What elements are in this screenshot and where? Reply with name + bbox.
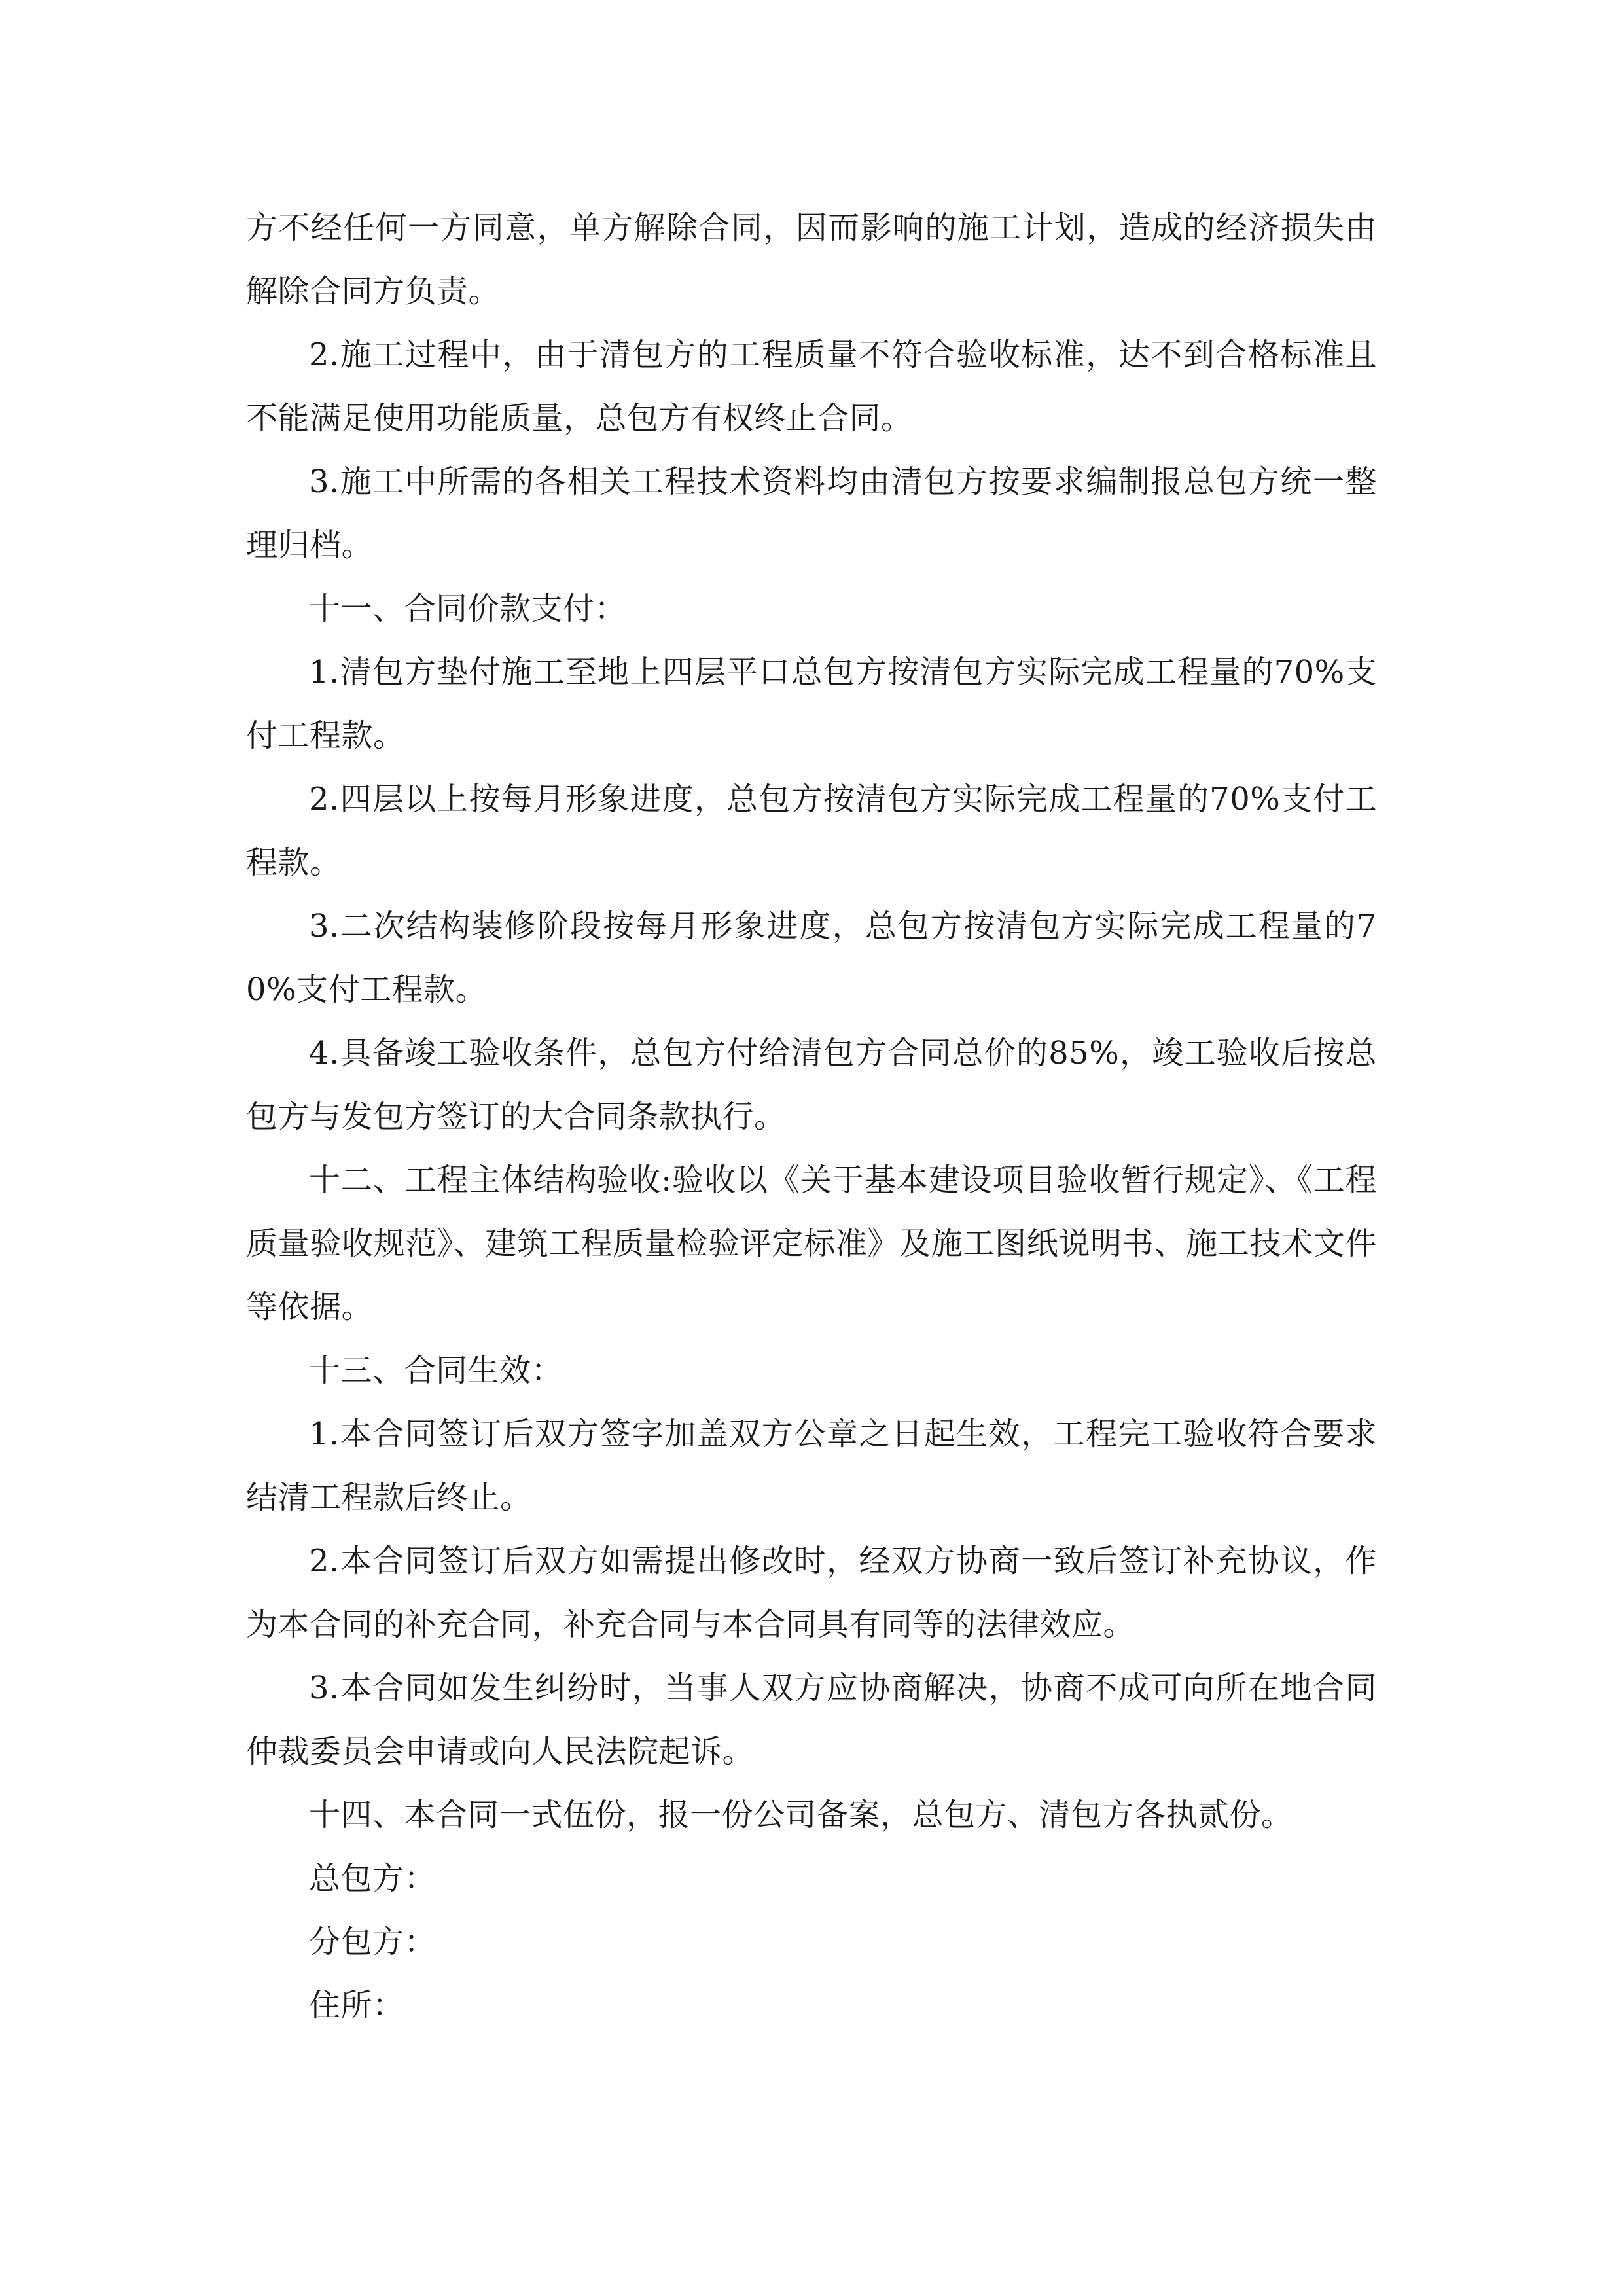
clause-10-item-2: 2.施工过程中，由于清包方的工程质量不符合验收标准，达不到合格标准且不能满足使用功能质量，总包方有权终止合同。 (246, 336, 1377, 437)
clause-13-heading: 十三、合同生效： (309, 1352, 563, 1389)
clause-14: 十四、本合同一式伍份，报一份公司备案，总包方、清包方各执贰份。 (309, 1797, 1293, 1833)
clause-13-item-2: 2.本合同签订后双方如需提出修改时，经双方协商一致后签订补充协议，作为本合同的补充合同，补充合同与本合同具有同等的法律效应。 (246, 1543, 1377, 1643)
clause-10-item-3: 3.施工中所需的各相关工程技术资料均由清包方按要求编制报总包方统一整理归档。 (246, 463, 1377, 564)
clause-13-item-3: 3.本合同如发生纠纷时，当事人双方应协商解决，协商不成可向所在地合同仲裁委员会申请或向人民法院起诉。 (246, 1670, 1377, 1770)
clause-11-heading: 十一、合同价款支付： (309, 590, 627, 627)
clause-12: 十二、工程主体结构验收:验收以《关于基本建设项目验收暂行规定》、《工程质量验收规范》、建筑工程质量检验评定标准》及施工图纸说明书、施工技术文件等依据。 (246, 1162, 1377, 1325)
document-body (246, 196, 1377, 2037)
signature-general-contractor: 总包方： (309, 1860, 437, 1897)
paragraph-continuation: 方不经任何一方同意，单方解除合同，因而影响的施工计划，造成的经济损失由解除合同方负责。 (246, 209, 1377, 310)
signature-address: 住所： (309, 1987, 404, 2024)
clause-11-item-1: 1.清包方垫付施工至地上四层平口总包方按清包方实际完成工程量的70%支付工程款。 (246, 654, 1377, 754)
clause-11-item-4: 4.具备竣工验收条件，总包方付给清包方合同总价的85%，竣工验收后按总包方与发包方签订的大合同条款执行。 (246, 1035, 1377, 1135)
signature-subcontractor: 分包方： (309, 1924, 437, 1960)
clause-13-item-1: 1.本合同签订后双方签字加盖双方公章之日起生效，工程完工验收符合要求结清工程款后终止。 (246, 1416, 1377, 1516)
clause-11-item-2: 2.四层以上按每月形象进度，总包方按清包方实际完成工程量的70%支付工程款。 (246, 781, 1377, 881)
clause-11-item-3: 3.二次结构装修阶段按每月形象进度，总包方按清包方实际完成工程量的70%支付工程款。 (246, 908, 1377, 1008)
